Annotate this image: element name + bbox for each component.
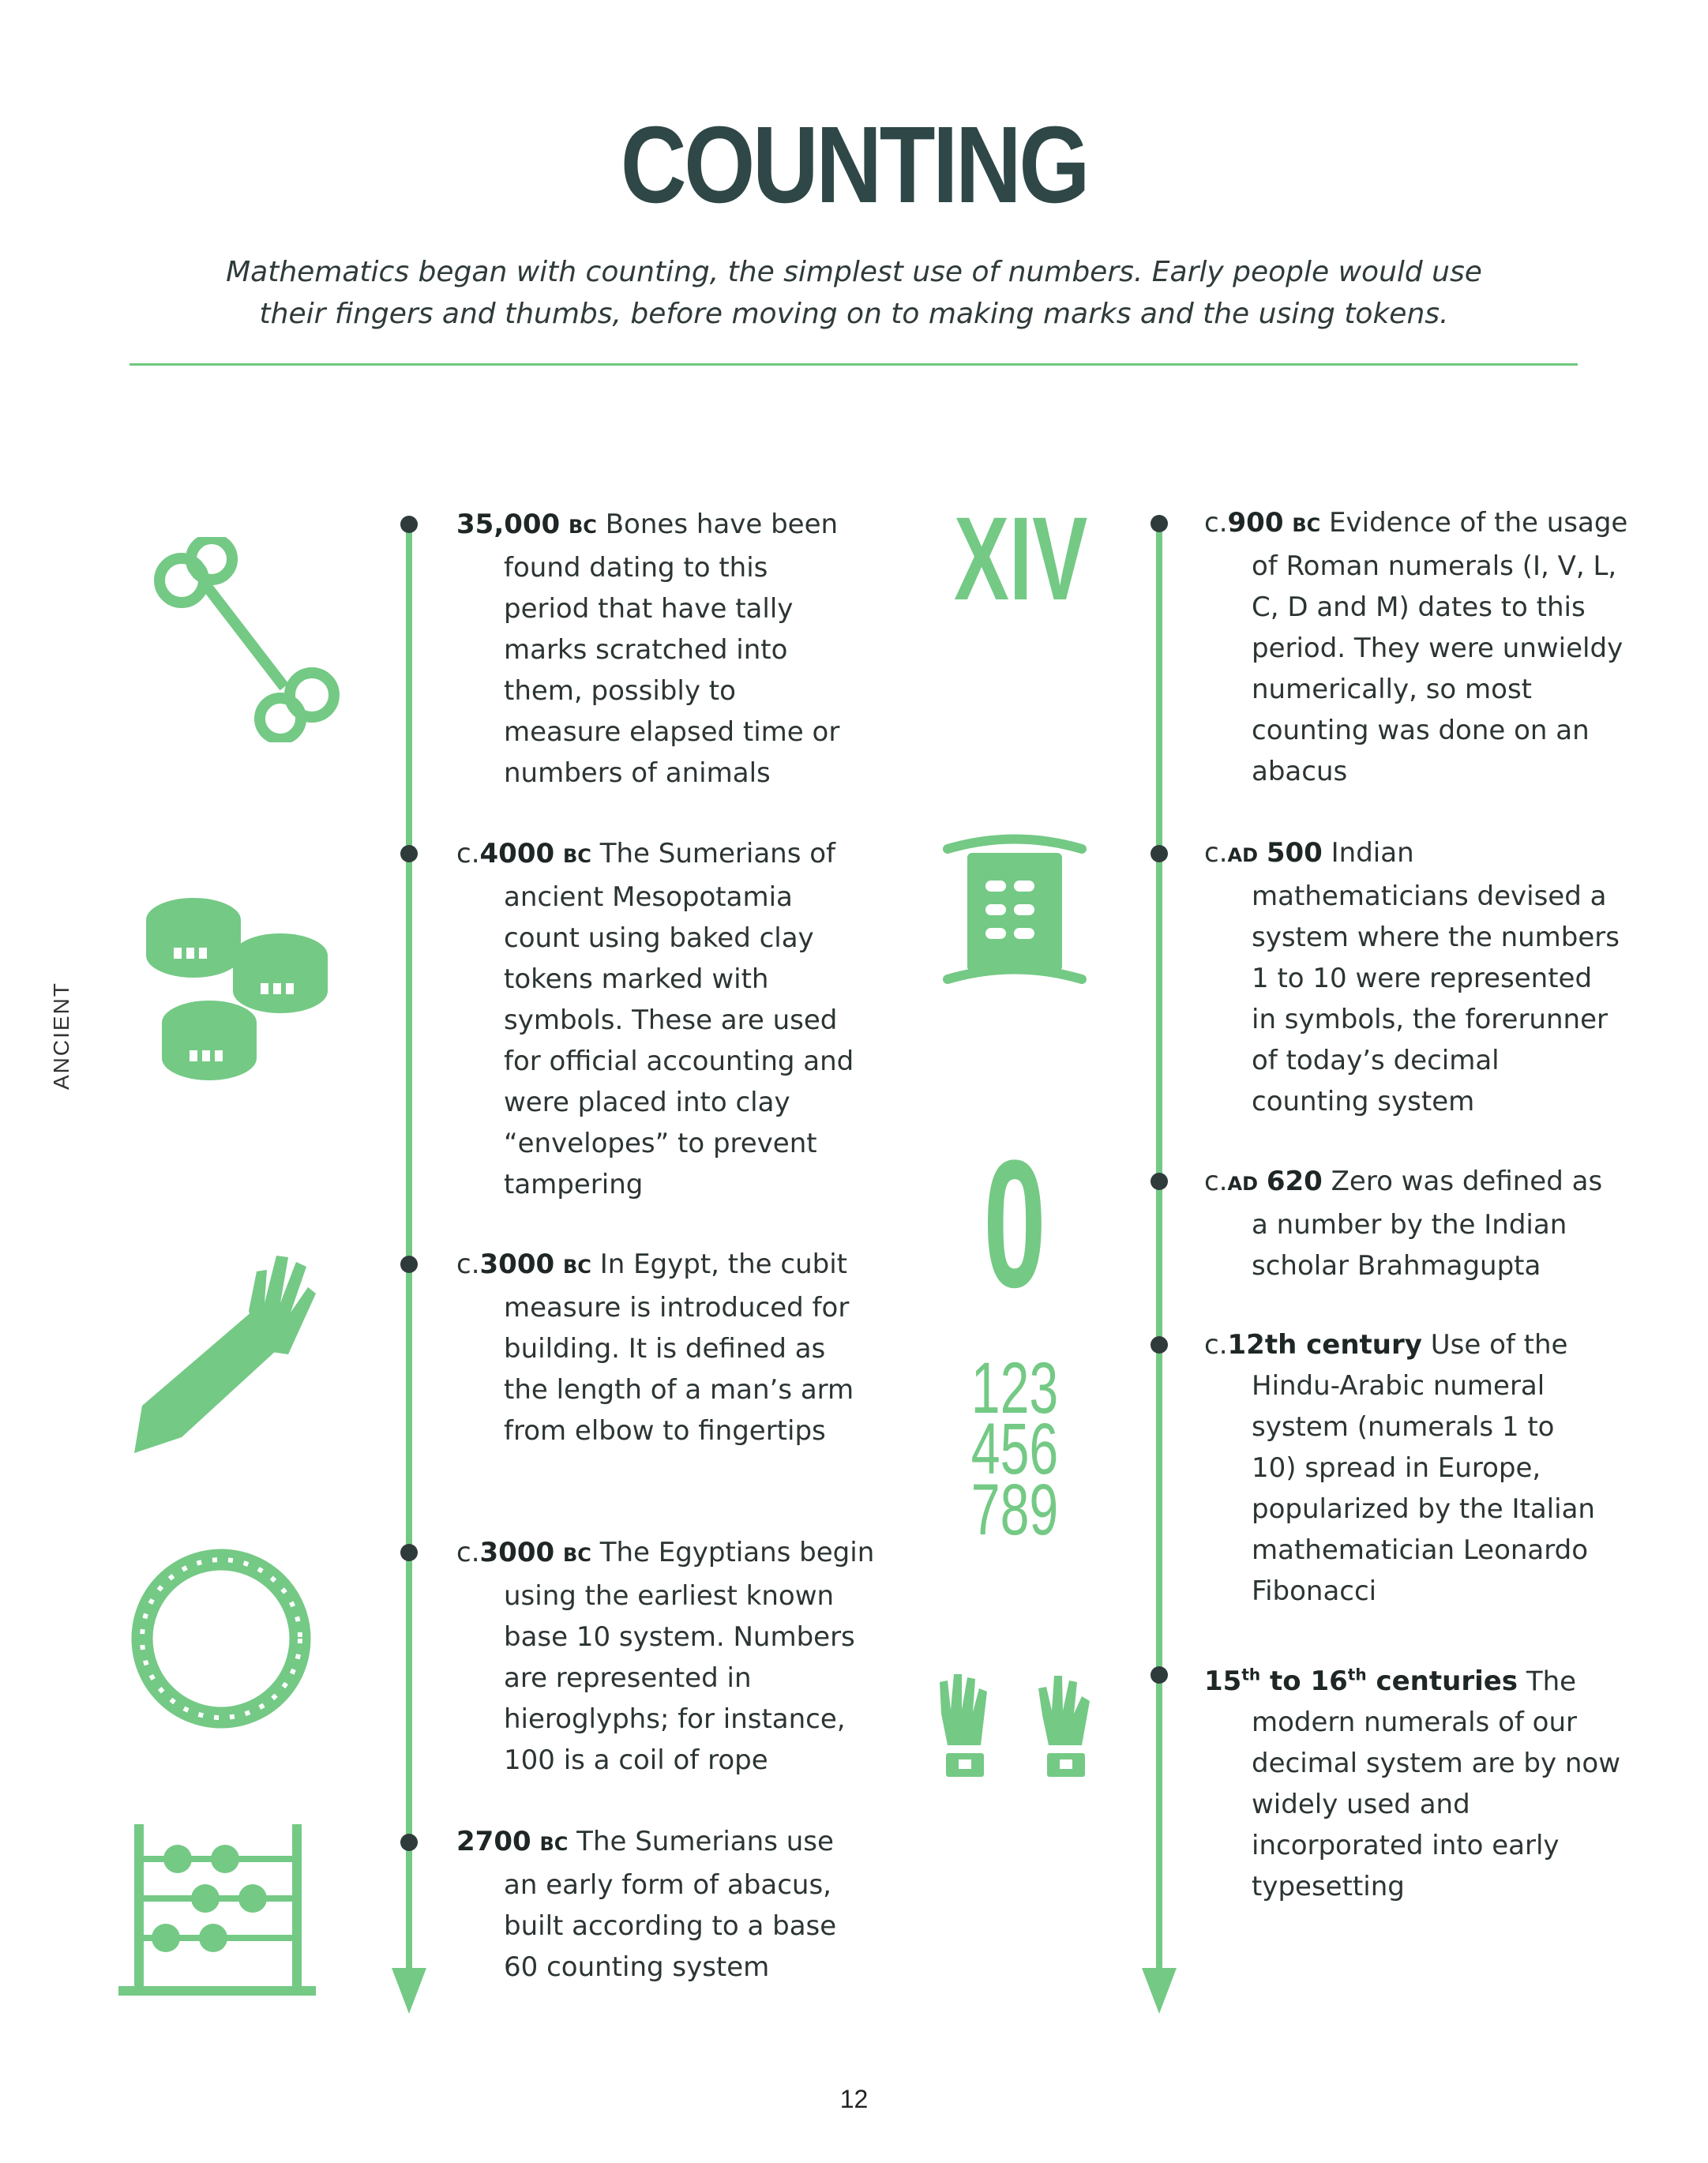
- entry-date-prefix: c.: [456, 1249, 480, 1280]
- timeline-entry: [456, 504, 843, 794]
- entry-era: BC: [1292, 514, 1321, 536]
- timeline-axis-left: [406, 521, 412, 1982]
- entry-text: Indian mathematicians devised a system where the numbers 1 to 10 were represented in symbols, the forerunner of today’s decimal counting system: [1252, 837, 1620, 1117]
- timeline-dot: [1151, 1666, 1168, 1684]
- scroll-icon: [932, 833, 1098, 991]
- timeline-entry: [1204, 1161, 1611, 1286]
- ordinal-b: 16: [1310, 1665, 1348, 1698]
- abacus-icon: [118, 1824, 324, 1998]
- timeline-dot: [400, 1544, 418, 1561]
- timeline-dot: [400, 1256, 418, 1273]
- ordinal-a-suffix: th: [1241, 1665, 1261, 1684]
- entry-date-prefix: c.: [1204, 837, 1228, 869]
- timeline-entry: [456, 1244, 855, 1451]
- clay-tokens-icon: [142, 884, 340, 1090]
- timeline-entry: [1204, 832, 1623, 1122]
- entry-date: [1204, 1665, 1518, 1697]
- digits-row: 123: [970, 1348, 1059, 1429]
- entry-date: 12th century: [1227, 1329, 1422, 1361]
- entry-text: Evidence of the usage of Roman numerals (I, V, L, C, D and M) dates to this period. They were unwieldy numerically, so most counting was done on an abacus: [1252, 507, 1628, 787]
- timeline-entry: [456, 1821, 855, 1988]
- entry-date: 500: [1266, 837, 1323, 869]
- entry-era: BC: [539, 1833, 569, 1855]
- timeline-dot: [400, 1834, 418, 1851]
- page-number: 12: [839, 2085, 869, 2113]
- entry-date-prefix: c.: [456, 1537, 480, 1568]
- entry-text: The modern numerals of our decimal system are by now widely used and incorporated into early typesetting: [1252, 1665, 1621, 1903]
- timeline-arrow-left: [392, 1968, 426, 2014]
- intro-text: [190, 251, 1518, 335]
- entry-era: BC: [569, 516, 597, 538]
- entry-text: In Egypt, the cubit measure is introduced for building. It is defined as the length of a man’s arm from elbow to fingertips: [504, 1249, 854, 1447]
- digits-icon: [955, 1348, 1074, 1550]
- timeline-dot: [1151, 1336, 1168, 1354]
- intro-line-1: Mathematics began with counting, the simplest use of numbers. Early people would use: [226, 256, 1482, 288]
- page-title: COUNTING: [620, 104, 1088, 226]
- timeline-entry: [456, 1532, 875, 1781]
- entry-text: Use of the Hindu-Arabic numeral system (numerals 1 to 10) spread in Europe, popularized by the Italian mathematician Leonardo Fibonacci: [1252, 1329, 1595, 1607]
- entry-date-prefix: c.: [1204, 1166, 1228, 1197]
- rope-coil-icon: [130, 1548, 312, 1729]
- roman-numeral-icon: XIV: [954, 492, 1088, 625]
- divider: [130, 363, 1578, 366]
- entry-text: Bones have been found dating to this period that have tally marks scratched into them, possibly to measure elapsed time or numbers of animals: [504, 509, 840, 789]
- entry-era: AD: [1227, 844, 1259, 866]
- timeline-entry: [1204, 502, 1639, 792]
- timeline-arrow-right: [1142, 1968, 1177, 2014]
- ordinal-joiner: to: [1269, 1665, 1301, 1698]
- entry-text: The Sumerians use an early form of abacus, built according to a base 60 counting system: [504, 1826, 837, 1983]
- entry-date: 4000: [479, 838, 555, 869]
- entry-date-prefix: c.: [1204, 1329, 1228, 1361]
- timeline-entry: [456, 833, 855, 1205]
- timeline-entry: [1204, 1324, 1607, 1612]
- entry-era: BC: [562, 1544, 591, 1566]
- ordinal-b-suffix: th: [1347, 1665, 1367, 1684]
- entry-date: 35,000: [456, 509, 561, 540]
- section-label: ANCIENT: [49, 982, 73, 1090]
- entry-date: 620: [1266, 1166, 1323, 1197]
- hands-icon: [924, 1666, 1106, 1793]
- entry-date-prefix: c.: [456, 838, 480, 869]
- entry-date: 3000: [479, 1537, 555, 1568]
- timeline-axis-right: [1156, 521, 1162, 1982]
- digits-row: 789: [970, 1470, 1059, 1550]
- entry-date: 900: [1227, 507, 1284, 539]
- entry-era: BC: [562, 845, 591, 867]
- timeline-dot: [1151, 515, 1168, 532]
- ordinal-a: 15: [1204, 1665, 1242, 1698]
- date-suffix: centuries: [1376, 1665, 1518, 1698]
- entry-era: AD: [1227, 1173, 1259, 1195]
- entry-era: BC: [562, 1256, 591, 1278]
- entry-date: 2700: [456, 1826, 531, 1857]
- entry-text: The Sumerians of ancient Mesopotamia count using baked clay tokens marked with symbols. These are used for official accounting and were placed into clay “envelopes” to prevent tampering: [504, 838, 854, 1200]
- entry-date: 3000: [479, 1249, 555, 1280]
- intro-line-2: their fingers and thumbs, before moving on to making marks and the using tokens.: [259, 298, 1449, 330]
- zero-icon: 0: [983, 1122, 1046, 1325]
- bone-icon: [150, 537, 340, 742]
- arm-icon: [126, 1240, 324, 1453]
- entry-text: The Egyptians begin using the earliest known base 10 system. Numbers are represented in hieroglyphs; for instance, 100 is a coil of rope: [504, 1537, 875, 1776]
- entry-date-prefix: c.: [1204, 507, 1228, 539]
- digits-row: 456: [970, 1409, 1059, 1489]
- timeline-dot: [1151, 845, 1168, 862]
- timeline-entry: [1204, 1654, 1623, 1907]
- timeline-dot: [400, 845, 418, 862]
- entry-text: Zero was defined as a number by the Indian scholar Brahmagupta: [1252, 1166, 1603, 1282]
- timeline-dot: [1151, 1173, 1168, 1190]
- timeline-dot: [400, 516, 418, 533]
